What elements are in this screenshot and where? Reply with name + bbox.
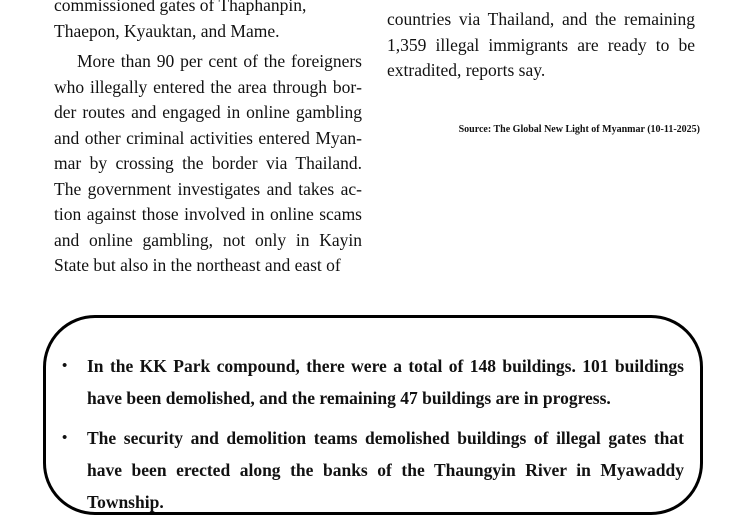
bullet-icon: • — [62, 358, 68, 374]
source-citation: Source: The Global New Light of Myanmar (10-11-2025) — [458, 124, 700, 135]
left-col-paragraph-2: More than 90 per cent of the foreigners who illegally entered the area through border routes and engaged in online gambling and other criminal activities entered Myanmar by crossing the border via Thailand. The government investigates and takes action against those involved in online scams and online gambling, not only in Kayin State but also in the northeast and east of — [54, 51, 362, 275]
bullet-icon: • — [62, 430, 68, 446]
bullet-text: In the KK Park compound, there were a total of 148 buildings. 101 buildings have been demolished, and the remaining 47 buildings are in progress. — [87, 356, 684, 408]
right-column — [387, 7, 695, 84]
left-col-line-1: commissioned gates of Thaphanpin, — [54, 0, 307, 15]
bullet-item — [62, 350, 684, 414]
bullet-item — [62, 422, 684, 518]
bullet-text: The security and demolition teams demolished buildings of illegal gates that have been erected along the banks of the Thaungyin River in Myawaddy Township. — [87, 428, 684, 512]
left-col-line-2: Thaepon, Kyauktan, and Mame. — [54, 20, 280, 41]
highlight-bullet-list — [62, 350, 684, 526]
right-col-paragraph: countries via Thailand, and the remaining 1,359 illegal immigrants are ready to be extradited, reports say. — [387, 9, 695, 80]
left-column — [54, 0, 362, 279]
left-col-paragraph-1 — [54, 0, 362, 44]
